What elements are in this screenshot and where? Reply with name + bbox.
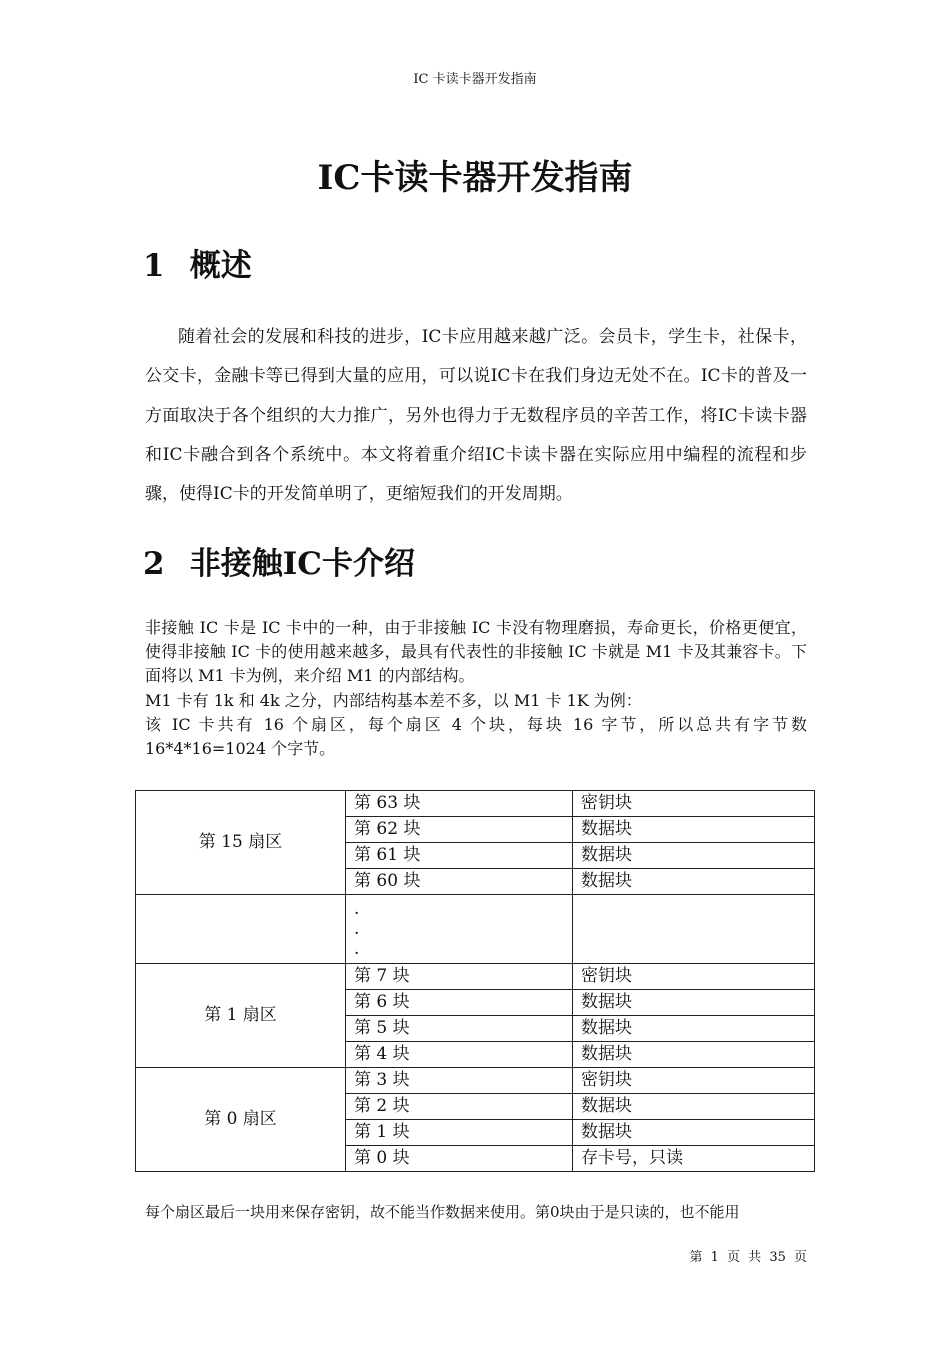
block-cell: 第 62 块 xyxy=(346,817,573,843)
page-header: IC 卡读卡器开发指南 xyxy=(413,72,537,87)
sector-cell: 第 15 扇区 xyxy=(136,791,346,895)
block-type-cell: 数据块 xyxy=(573,1016,815,1042)
overview-paragraph: 随着社会的发展和科技的进步，IC卡应用越来越广泛。会员卡，学生卡，社保卡，公交卡，金融卡等已得到大量的应用，可以说IC卡在我们身边无处不在。IC卡的普及一方面取决于各个组织的大力推广，另外也得力于无数程序员的辛苦工作，将IC卡读卡器和IC卡融合到各个系统中。本文将着重介绍IC卡读卡器在实际应用中编程的流程和步骤，使得IC卡的开发简单明了，更缩短我们的开发周期。 xyxy=(145,327,807,505)
page-footer: 第 1 页 共 35 页 xyxy=(689,1250,807,1265)
section-title: 非接触IC卡介绍 xyxy=(189,546,415,582)
sector-structure-table xyxy=(135,790,815,1172)
block-cell: 第 60 块 xyxy=(346,869,573,895)
block-type-cell: 数据块 xyxy=(573,817,815,843)
ellipsis-dot: . xyxy=(354,899,360,919)
section-title: 概述 xyxy=(189,248,252,284)
ellipsis-dot: . xyxy=(354,919,360,939)
block-type-cell: 数据块 xyxy=(573,1120,815,1146)
intro-paragraph xyxy=(145,616,807,761)
ellipsis-dot: . xyxy=(354,939,360,959)
block-type-cell: 数据块 xyxy=(573,990,815,1016)
block-cell: 第 63 块 xyxy=(346,791,573,817)
section-number: 2 xyxy=(143,546,165,582)
block-type-cell: 密钥块 xyxy=(573,791,815,817)
block-cell: 第 5 块 xyxy=(346,1016,573,1042)
sector-cell-empty xyxy=(136,895,346,964)
section-heading-overview xyxy=(143,240,252,285)
ellipsis-cell xyxy=(346,895,573,964)
section-number: 1 xyxy=(143,248,165,284)
intro-line: 非接触 IC 卡是 IC 卡中的一种，由于非接触 IC 卡没有物理磨损，寿命更长，价格更便宜，使得非接触 IC 卡的使用越来越多，最具有代表性的非接触 IC 卡就是 M1 卡及其兼容卡。下面将以 M1 卡为例，来介绍 M1 的内部结构。 xyxy=(145,618,807,686)
intro-line: 该 IC 卡共有 16 个扇区，每个扇区 4 个块，每块 16 字节，所以总共有字节数 16*4*16=1024 个字节。 xyxy=(145,714,807,759)
block-cell: 第 1 块 xyxy=(346,1120,573,1146)
document-title: IC卡读卡器开发指南 xyxy=(317,158,633,198)
table-row-ellipsis xyxy=(136,895,815,964)
block-cell: 第 2 块 xyxy=(346,1094,573,1120)
empty-cell xyxy=(573,895,815,964)
closing-paragraph: 每个扇区最后一块用来保存密钥，故不能当作数据来使用。第0块由于是只读的，也不能用 xyxy=(145,1203,740,1221)
intro-line: M1 卡有 1k 和 4k 之分，内部结构基本差不多，以 M1 卡 1K 为例： xyxy=(145,690,642,710)
block-type-cell: 密钥块 xyxy=(573,964,815,990)
table-row xyxy=(136,791,815,817)
table-row xyxy=(136,964,815,990)
section-heading-contactless xyxy=(143,538,415,583)
block-type-cell: 数据块 xyxy=(573,843,815,869)
table-row xyxy=(136,1068,815,1094)
block-type-cell: 数据块 xyxy=(573,1094,815,1120)
block-type-cell: 数据块 xyxy=(573,869,815,895)
block-cell: 第 7 块 xyxy=(346,964,573,990)
block-cell: 第 3 块 xyxy=(346,1068,573,1094)
block-cell: 第 61 块 xyxy=(346,843,573,869)
block-cell: 第 0 块 xyxy=(346,1146,573,1172)
sector-cell: 第 0 扇区 xyxy=(136,1068,346,1172)
block-type-cell: 密钥块 xyxy=(573,1068,815,1094)
block-cell: 第 4 块 xyxy=(346,1042,573,1068)
block-type-cell: 数据块 xyxy=(573,1042,815,1068)
block-type-cell: 存卡号，只读 xyxy=(573,1146,815,1172)
block-cell: 第 6 块 xyxy=(346,990,573,1016)
sector-cell: 第 1 扇区 xyxy=(136,964,346,1068)
